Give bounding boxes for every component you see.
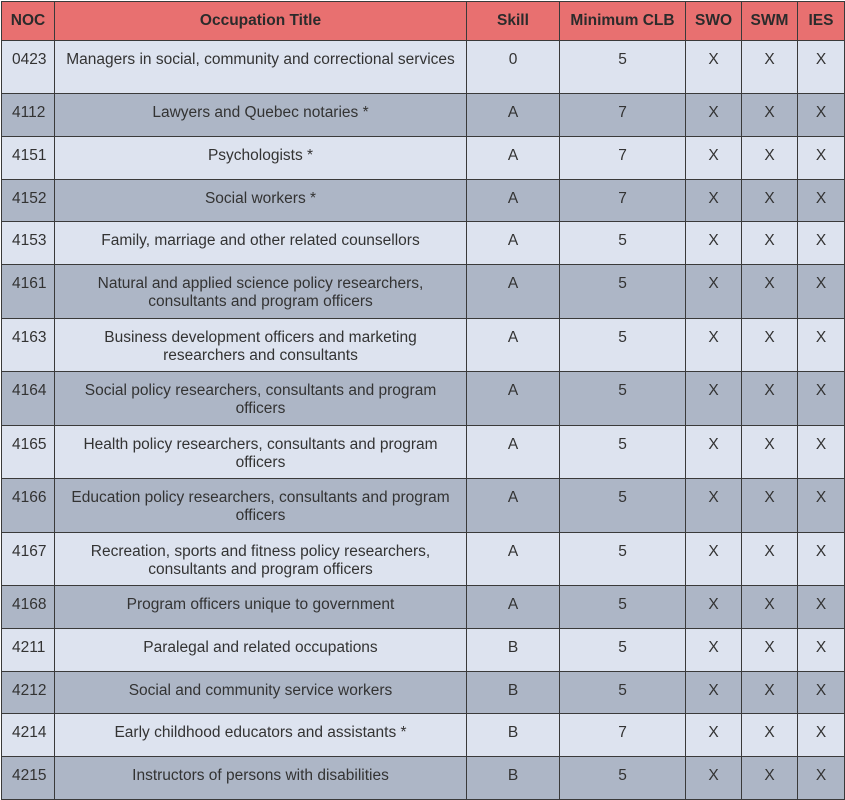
table-row [2,265,845,319]
cell-swm: X [742,757,798,800]
cell-ies: X [798,586,845,629]
table-row [2,533,845,586]
cell-swo: X [686,137,742,180]
cell-title: Lawyers and Quebec notaries * [55,94,467,137]
cell-swo: X [686,629,742,672]
cell-swm: X [742,137,798,180]
cell-swm: X [742,372,798,426]
cell-ies: X [798,533,845,586]
cell-clb: 5 [560,586,686,629]
cell-title: Social and community service workers [55,672,467,714]
cell-title: Early childhood educators and assistants * [55,714,467,757]
table-row [2,757,845,800]
cell-clb: 5 [560,629,686,672]
cell-skill: B [467,629,560,672]
cell-noc: 4163 [2,319,55,372]
cell-title: Natural and applied science policy researchers, consultants and program officers [55,265,467,319]
cell-noc: 4168 [2,586,55,629]
cell-skill: A [467,319,560,372]
table-row [2,426,845,479]
cell-clb: 5 [560,222,686,265]
cell-clb: 7 [560,714,686,757]
cell-ies: X [798,629,845,672]
cell-swm: X [742,586,798,629]
cell-noc: 4112 [2,94,55,137]
cell-title: Managers in social, community and correctional services [55,41,467,94]
cell-swm: X [742,714,798,757]
cell-swo: X [686,479,742,533]
cell-swm: X [742,533,798,586]
cell-swm: X [742,672,798,714]
cell-ies: X [798,479,845,533]
cell-skill: A [467,137,560,180]
cell-skill: A [467,265,560,319]
cell-skill: A [467,586,560,629]
cell-skill: 0 [467,41,560,94]
cell-swo: X [686,672,742,714]
cell-noc: 4167 [2,533,55,586]
table-row [2,479,845,533]
cell-title: Recreation, sports and fitness policy researchers, consultants and program officers [55,533,467,586]
cell-swo: X [686,426,742,479]
cell-clb: 7 [560,94,686,137]
cell-swo: X [686,319,742,372]
cell-ies: X [798,137,845,180]
table-row [2,222,845,265]
cell-ies: X [798,94,845,137]
cell-title: Business development officers and marketing researchers and consultants [55,319,467,372]
cell-swo: X [686,222,742,265]
occupations-table [1,1,845,800]
cell-swm: X [742,41,798,94]
table-body [2,41,845,800]
header-noc: NOC [2,2,55,41]
cell-skill: B [467,714,560,757]
table-row [2,319,845,372]
cell-ies: X [798,714,845,757]
cell-noc: 4214 [2,714,55,757]
header-swm: SWM [742,2,798,41]
cell-clb: 7 [560,137,686,180]
cell-noc: 4215 [2,757,55,800]
cell-swo: X [686,180,742,222]
table-row [2,714,845,757]
table-row [2,137,845,180]
cell-swo: X [686,757,742,800]
table-row [2,41,845,94]
cell-noc: 0423 [2,41,55,94]
cell-noc: 4153 [2,222,55,265]
cell-ies: X [798,222,845,265]
table-header-row [2,2,845,41]
cell-noc: 4166 [2,479,55,533]
cell-clb: 5 [560,265,686,319]
cell-ies: X [798,319,845,372]
cell-title: Instructors of persons with disabilities [55,757,467,800]
header-minimum-clb: Minimum CLB [560,2,686,41]
cell-noc: 4212 [2,672,55,714]
table-row [2,629,845,672]
cell-title: Social policy researchers, consultants and program officers [55,372,467,426]
table-row [2,586,845,629]
cell-skill: A [467,372,560,426]
cell-title: Family, marriage and other related counsellors [55,222,467,265]
cell-ies: X [798,265,845,319]
cell-swm: X [742,265,798,319]
cell-clb: 5 [560,319,686,372]
cell-swm: X [742,479,798,533]
cell-swo: X [686,586,742,629]
cell-skill: A [467,533,560,586]
header-occupation-title: Occupation Title [55,2,467,41]
cell-title: Program officers unique to government [55,586,467,629]
cell-clb: 5 [560,41,686,94]
table-row [2,180,845,222]
cell-ies: X [798,757,845,800]
cell-swo: X [686,41,742,94]
header-skill: Skill [467,2,560,41]
cell-clb: 5 [560,426,686,479]
table-row [2,372,845,426]
cell-swo: X [686,714,742,757]
cell-skill: A [467,94,560,137]
cell-swm: X [742,222,798,265]
header-swo: SWO [686,2,742,41]
cell-ies: X [798,180,845,222]
cell-clb: 5 [560,479,686,533]
cell-noc: 4211 [2,629,55,672]
cell-clb: 5 [560,372,686,426]
cell-ies: X [798,41,845,94]
cell-clb: 5 [560,757,686,800]
cell-noc: 4164 [2,372,55,426]
cell-swo: X [686,265,742,319]
cell-title: Psychologists * [55,137,467,180]
cell-skill: B [467,672,560,714]
cell-ies: X [798,426,845,479]
cell-skill: A [467,180,560,222]
cell-clb: 5 [560,672,686,714]
cell-noc: 4152 [2,180,55,222]
cell-swm: X [742,94,798,137]
cell-swm: X [742,319,798,372]
cell-skill: B [467,757,560,800]
table-row [2,94,845,137]
cell-noc: 4151 [2,137,55,180]
cell-title: Paralegal and related occupations [55,629,467,672]
header-ies: IES [798,2,845,41]
cell-title: Education policy researchers, consultants and program officers [55,479,467,533]
cell-swo: X [686,533,742,586]
cell-skill: A [467,426,560,479]
cell-skill: A [467,222,560,265]
cell-ies: X [798,672,845,714]
cell-title: Social workers * [55,180,467,222]
cell-swm: X [742,426,798,479]
cell-swm: X [742,180,798,222]
cell-swo: X [686,372,742,426]
cell-clb: 5 [560,533,686,586]
cell-noc: 4165 [2,426,55,479]
cell-clb: 7 [560,180,686,222]
cell-swo: X [686,94,742,137]
cell-title: Health policy researchers, consultants and program officers [55,426,467,479]
cell-ies: X [798,372,845,426]
cell-skill: A [467,479,560,533]
cell-noc: 4161 [2,265,55,319]
table-row [2,672,845,714]
cell-swm: X [742,629,798,672]
